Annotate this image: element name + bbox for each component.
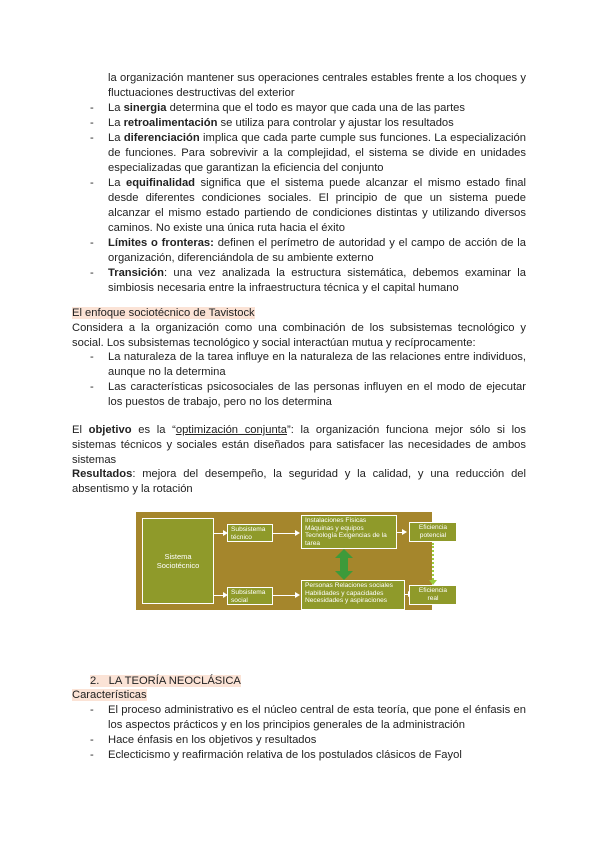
diagram-arrow (397, 532, 403, 533)
list-item: - Transición: una vez analizada la estructura sistemática, debemos examinar la simbiosis necesaria entre la infraestructura técnica y el capital humano (72, 266, 526, 296)
diagram-soc-items: Personas Relaciones sociales Habilidades y capacidades Necesidades y aspiraciones (301, 580, 405, 610)
resultados-paragraph: Resultados: mejora del desempeño, la seguridad y la calidad, y una reducción del absentismo y la rotación (72, 468, 526, 495)
diagram-arrow (273, 595, 296, 596)
diagram-arrow (214, 595, 224, 596)
diagram-subsistema-social: Subsistema social (227, 587, 273, 605)
objetivo-paragraph: El objetivo es la “optimización conjunta”: la organización funciona mejor sólo si los sistemas técnicos y sociales están diseñados para satisfacer las necesidades de ambos sistemas (72, 424, 526, 466)
double-arrow-icon (334, 549, 354, 580)
tavistock-list (72, 350, 526, 410)
system-properties-list (72, 101, 526, 296)
diagram-subsistema-tecnico: Subsistema técnico (227, 524, 273, 542)
list-item: - La diferenciación implica que cada parte cumple sus funciones. La especialización de funciones. Para sobrevivir a la complejidad, el sistema se divide en unidades especializadas que garantizan la eficiencia del conjunto (72, 131, 526, 176)
list-item: - Las características psicosociales de las personas influyen en el modo de ejecutar los puestos de trabajo, pero no los determina (72, 380, 526, 410)
optimizacion-conjunta-term: optimización conjunta (175, 424, 288, 436)
list-item: - La retroalimentación se utiliza para controlar y ajustar los resultados (72, 116, 526, 131)
list-item: - La equifinalidad significa que el sistema puede alcanzar el mismo estado final desde diferentes condiciones sociales. El principio de que un sistema puede alcanzar el mismo estado partiendo de condiciones distintas y utilizando diversos caminos. No existe una única ruta hacia el éxito (72, 176, 526, 236)
list-item: - La sinergia determina que el todo es mayor que cada una de las partes (72, 101, 526, 116)
diagram-dotted-arrowhead (429, 580, 437, 585)
caracteristicas-heading: Características (72, 689, 147, 701)
sociotechnical-diagram (136, 512, 432, 610)
list-item: - Límites o fronteras: definen el perímetro de autoridad y el campo de acción de la organización, diferenciándola de su ambiente externo (72, 236, 526, 266)
diagram-arrow (273, 533, 296, 534)
diagram-arrow (214, 533, 224, 534)
diagram-tec-items: Instalaciones Físicas Máquinas y equipos Tecnología Exigencias de la tarea (301, 515, 397, 549)
section-heading: 2. LA TEORÍA NEOCLÁSICA (90, 675, 241, 687)
neoclasica-list (72, 703, 526, 763)
list-item: - Eclecticismo y reafirmación relativa de los postulados clásicos de Fayol (72, 748, 526, 763)
tavistock-heading: El enfoque sociotécnico de Tavistock (72, 307, 255, 319)
diagram-dotted-arrow (432, 543, 434, 583)
list-item: - El proceso administrativo es el núcleo central de esta teoría, que pone el énfasis en los aspectos prácticos y en los principios generales de la administración (72, 703, 526, 733)
list-item: - La naturaleza de la tarea influye en la naturaleza de las relaciones entre individuos, aunque no la determina (72, 350, 526, 380)
list-item: - Hace énfasis en los objetivos y resultados (72, 733, 526, 748)
diagram-eficiencia-real: Eficiencia real (409, 585, 457, 605)
diagram-eficiencia-potencial: Eficiencia potencial (409, 522, 457, 542)
diagram-main-box: Sistema Sociotécnico (142, 518, 214, 604)
continuation-text: la organización mantener sus operaciones centrales estables frente a los choques y fluctuaciones destructivas del exterior (108, 72, 526, 99)
tavistock-intro: Considera a la organización como una combinación de los subsistemas tecnológico y social. Los subsistemas tecnológico y social interactúan mutua y recíprocamente: (72, 322, 526, 349)
